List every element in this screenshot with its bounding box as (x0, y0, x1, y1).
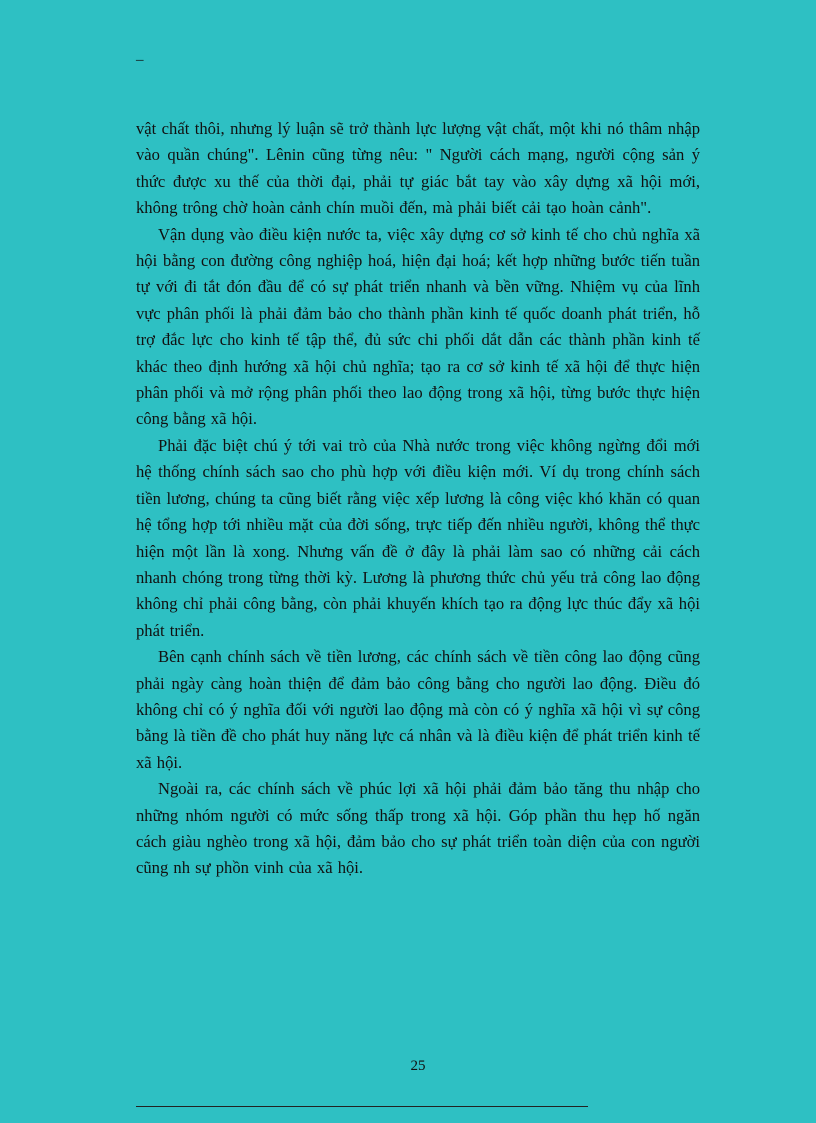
paragraph-2: Vận dụng vào điều kiện nước ta, việc xây dựng cơ sở kinh tế cho chủ nghĩa xã hội bằng con đường công nghiệp hoá, hiện đại hoá; kết hợp những bước tiến tuần tự với đi tắt đón đầu để có sự phát triển nhanh và bền vững. Nhiệm vụ của lĩnh vực phân phối là phải đảm bảo cho thành phần kinh tế quốc doanh phát triển, hỗ trợ đắc lực cho kinh tế tập thể, đủ sức chi phối dắt dẫn các thành phần kinh tế khác theo định hướng xã hội chủ nghĩa; tạo ra cơ sở kinh tế xã hội để thực hiện phân phối và mở rộng phân phối theo lao động trong xã hội, từng bước thực hiện công bằng xã hội. (136, 224, 700, 429)
header-mark: – (136, 52, 144, 68)
paragraph-4: Bên cạnh chính sách về tiền lương, các chính sách về tiền công lao động cũng phải ngày càng hoàn thiện để đảm bảo công bằng cho người lao động. Điều đó không chỉ có ý nghĩa đối với người lao động mà còn có ý nghĩa xã hội vì sự công bằng là tiền đề cho phát huy năng lực cá nhân và là điều kiện để phát triển kinh tế xã hội. (136, 647, 700, 772)
paragraph-5: Ngoài ra, các chính sách về phúc lợi xã hội phải đảm bảo tăng thu nhập cho những nhóm người có mức sống thấp trong xã hội. Góp phần thu hẹp hố ngăn cách giàu nghèo trong xã hội, đảm bảo cho sự phát triển toàn diện của con người cũng nh sự phồn vinh của xã hội. (136, 779, 700, 878)
paragraph-1: vật chất thôi, nhưng lý luận sẽ trở thành lực lượng vật chất, một khi nó thâm nhập vào quần chúng". Lênin cũng từng nêu: " Người cách mạng, người cộng sản ý thức được xu thế của thời đại, phải tự giác bắt tay vào xây dựng xã hội mới, không trông chờ hoàn cảnh chín muồi đến, mà phải biết cải tạo hoàn cảnh". (136, 119, 700, 218)
page-number: 25 (410, 1058, 426, 1074)
document-body (136, 116, 700, 882)
paragraph-3: Phải đặc biệt chú ý tới vai trò của Nhà nước trong việc không ngừng đổi mới hệ thống chính sách sao cho phù hợp với điều kiện mới. Ví dụ trong chính sách tiền lương, chúng ta cũng biết rằng việc xếp lương là công việc khó khăn có quan hệ tổng hợp tới nhiều mặt của đời sống, trực tiếp đến nhiều người, không thể thực hiện một lần là xong. Nhưng vấn đề ở đây là phải làm sao có những cải cách nhanh chóng trong từng thời kỳ. Lương là phương thức chủ yếu trả công lao động không chỉ phải công bằng, còn phải khuyến khích tạo ra động lực thúc đẩy xã hội phát triển. (136, 435, 700, 640)
footer-rule (136, 1106, 588, 1107)
